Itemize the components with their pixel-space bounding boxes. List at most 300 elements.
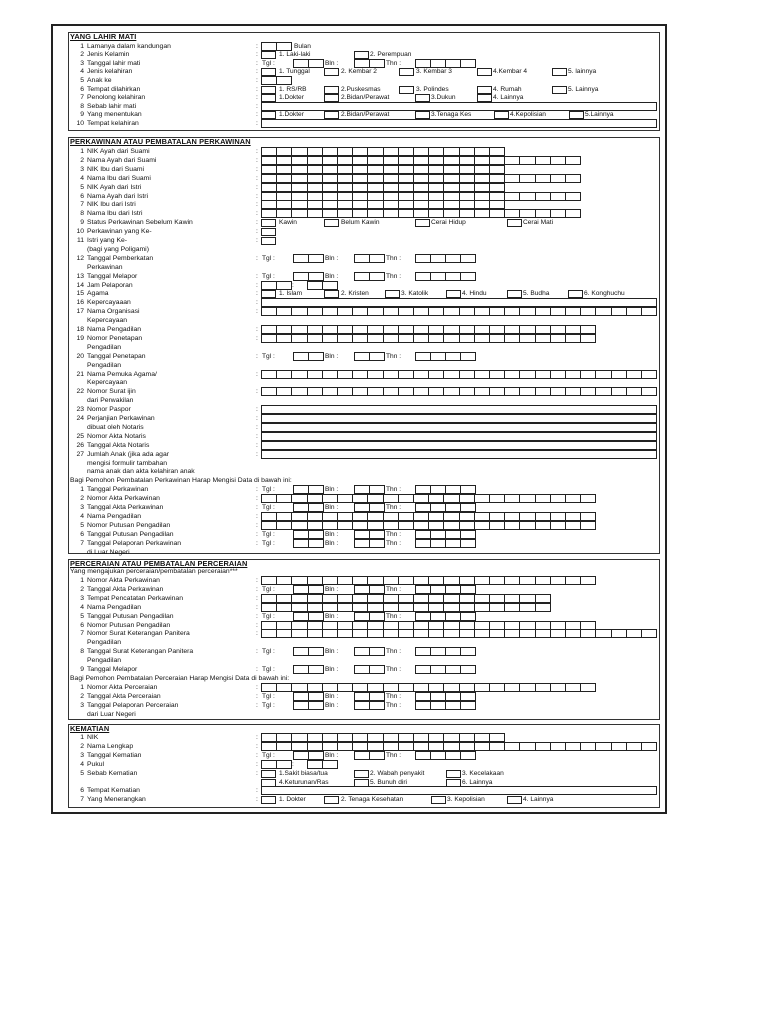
number-cells[interactable] <box>261 576 595 585</box>
char-cell[interactable] <box>398 576 414 585</box>
char-cell[interactable] <box>383 334 399 343</box>
char-cell[interactable] <box>369 692 385 701</box>
char-cell[interactable] <box>261 494 277 503</box>
char-cell[interactable] <box>322 683 338 692</box>
char-cell[interactable] <box>322 147 338 156</box>
char-cell[interactable] <box>428 209 444 218</box>
char-cell[interactable] <box>445 485 461 494</box>
char-cell[interactable] <box>369 352 385 361</box>
char-cell[interactable] <box>261 603 277 612</box>
char-cell[interactable] <box>504 621 520 630</box>
char-cell[interactable] <box>459 576 475 585</box>
checkbox[interactable] <box>507 290 522 298</box>
char-cell[interactable] <box>293 751 309 760</box>
char-cell[interactable] <box>307 281 323 290</box>
char-cell[interactable] <box>474 742 490 751</box>
char-cell[interactable] <box>276 147 292 156</box>
char-cell[interactable] <box>565 387 581 396</box>
char-cell[interactable] <box>308 692 324 701</box>
char-cell[interactable] <box>519 576 535 585</box>
char-cell[interactable] <box>415 272 431 281</box>
char-cell[interactable] <box>367 147 383 156</box>
char-cell[interactable] <box>383 370 399 379</box>
number-cells[interactable] <box>261 334 595 343</box>
char-cell[interactable] <box>369 751 385 760</box>
char-cell[interactable] <box>276 281 292 290</box>
char-cell[interactable] <box>276 156 292 165</box>
char-cell[interactable] <box>430 665 446 674</box>
char-cell[interactable] <box>337 594 353 603</box>
year-cells[interactable] <box>415 272 475 281</box>
char-cell[interactable] <box>337 683 353 692</box>
char-cell[interactable] <box>595 370 611 379</box>
char-cell[interactable] <box>641 387 657 396</box>
char-cell[interactable] <box>308 530 324 539</box>
char-cell[interactable] <box>322 156 338 165</box>
name-cells[interactable] <box>261 174 580 183</box>
char-cell[interactable] <box>354 585 370 594</box>
char-cell[interactable] <box>415 352 431 361</box>
checkbox[interactable] <box>568 290 583 298</box>
char-cell[interactable] <box>459 733 475 742</box>
char-cell[interactable] <box>445 585 461 594</box>
char-cell[interactable] <box>474 200 490 209</box>
char-cell[interactable] <box>354 539 370 548</box>
char-cell[interactable] <box>460 692 476 701</box>
char-cell[interactable] <box>308 585 324 594</box>
char-cell[interactable] <box>460 701 476 710</box>
char-cell[interactable] <box>428 683 444 692</box>
char-cell[interactable] <box>337 334 353 343</box>
char-cell[interactable] <box>550 629 566 638</box>
char-cell[interactable] <box>474 370 490 379</box>
char-cell[interactable] <box>398 742 414 751</box>
char-cell[interactable] <box>474 494 490 503</box>
day-cells[interactable] <box>293 701 323 710</box>
char-cell[interactable] <box>383 156 399 165</box>
char-cell[interactable] <box>413 629 429 638</box>
char-cell[interactable] <box>383 603 399 612</box>
char-cell[interactable] <box>489 494 505 503</box>
char-cell[interactable] <box>459 325 475 334</box>
char-cell[interactable] <box>291 494 307 503</box>
char-cell[interactable] <box>611 370 627 379</box>
char-cell[interactable] <box>398 165 414 174</box>
char-cell[interactable] <box>291 165 307 174</box>
char-cell[interactable] <box>383 307 399 316</box>
long-input[interactable] <box>261 441 657 450</box>
char-cell[interactable] <box>474 334 490 343</box>
char-cell[interactable] <box>459 200 475 209</box>
char-cell[interactable] <box>367 576 383 585</box>
char-cell[interactable] <box>415 647 431 656</box>
char-cell[interactable] <box>367 742 383 751</box>
char-cell[interactable] <box>443 147 459 156</box>
char-cell[interactable] <box>445 751 461 760</box>
char-cell[interactable] <box>459 621 475 630</box>
char-cell[interactable] <box>322 576 338 585</box>
char-cell[interactable] <box>459 334 475 343</box>
char-cell[interactable] <box>413 307 429 316</box>
char-cell[interactable] <box>293 485 309 494</box>
char-cell[interactable] <box>415 665 431 674</box>
char-cell[interactable] <box>367 594 383 603</box>
char-cell[interactable] <box>550 192 566 201</box>
char-cell[interactable] <box>293 692 309 701</box>
minute-cells[interactable] <box>307 281 337 290</box>
char-cell[interactable] <box>489 174 505 183</box>
checkbox[interactable] <box>415 219 430 227</box>
number-cells[interactable] <box>261 494 595 503</box>
char-cell[interactable] <box>352 594 368 603</box>
char-cell[interactable] <box>443 603 459 612</box>
char-cell[interactable] <box>565 576 581 585</box>
char-cell[interactable] <box>354 485 370 494</box>
char-cell[interactable] <box>443 192 459 201</box>
char-cell[interactable] <box>291 594 307 603</box>
char-cell[interactable] <box>626 387 642 396</box>
char-cell[interactable] <box>428 521 444 530</box>
char-cell[interactable] <box>430 530 446 539</box>
char-cell[interactable] <box>337 742 353 751</box>
char-cell[interactable] <box>307 165 323 174</box>
char-cell[interactable] <box>550 307 566 316</box>
char-cell[interactable] <box>415 692 431 701</box>
nik-cells[interactable] <box>261 200 504 209</box>
char-cell[interactable] <box>474 683 490 692</box>
char-cell[interactable] <box>611 629 627 638</box>
char-cell[interactable] <box>337 325 353 334</box>
char-cell[interactable] <box>489 387 505 396</box>
char-cell[interactable] <box>261 183 277 192</box>
char-cell[interactable] <box>261 156 277 165</box>
month-cells[interactable] <box>354 530 384 539</box>
char-cell[interactable] <box>550 742 566 751</box>
char-cell[interactable] <box>519 209 535 218</box>
char-cell[interactable] <box>430 272 446 281</box>
char-cell[interactable] <box>276 165 292 174</box>
char-cell[interactable] <box>489 621 505 630</box>
char-cell[interactable] <box>413 370 429 379</box>
char-cell[interactable] <box>430 485 446 494</box>
char-cell[interactable] <box>413 165 429 174</box>
char-cell[interactable] <box>413 512 429 521</box>
char-cell[interactable] <box>565 621 581 630</box>
char-cell[interactable] <box>519 334 535 343</box>
char-cell[interactable] <box>535 603 551 612</box>
char-cell[interactable] <box>535 325 551 334</box>
year-cells[interactable] <box>415 539 475 548</box>
char-cell[interactable] <box>354 352 370 361</box>
char-cell[interactable] <box>565 156 581 165</box>
char-cell[interactable] <box>276 683 292 692</box>
month-cells[interactable] <box>354 254 384 263</box>
char-cell[interactable] <box>413 521 429 530</box>
char-cell[interactable] <box>535 307 551 316</box>
char-cell[interactable] <box>291 370 307 379</box>
char-cell[interactable] <box>445 692 461 701</box>
char-cell[interactable] <box>443 209 459 218</box>
char-cell[interactable] <box>398 370 414 379</box>
char-cell[interactable] <box>413 603 429 612</box>
char-cell[interactable] <box>580 494 596 503</box>
char-cell[interactable] <box>383 512 399 521</box>
char-cell[interactable] <box>354 751 370 760</box>
char-cell[interactable] <box>383 576 399 585</box>
char-cell[interactable] <box>413 742 429 751</box>
char-cell[interactable] <box>276 370 292 379</box>
char-cell[interactable] <box>428 494 444 503</box>
char-cell[interactable] <box>489 192 505 201</box>
char-cell[interactable] <box>489 183 505 192</box>
char-cell[interactable] <box>489 576 505 585</box>
char-cell[interactable] <box>369 254 385 263</box>
char-cell[interactable] <box>354 612 370 621</box>
char-cell[interactable] <box>413 387 429 396</box>
char-cell[interactable] <box>413 200 429 209</box>
char-cell[interactable] <box>595 387 611 396</box>
char-cell[interactable] <box>398 174 414 183</box>
checkbox[interactable] <box>446 779 461 787</box>
char-cell[interactable] <box>383 192 399 201</box>
char-cell[interactable] <box>383 742 399 751</box>
char-cell[interactable] <box>337 494 353 503</box>
char-cell[interactable] <box>580 307 596 316</box>
char-cell[interactable] <box>413 156 429 165</box>
char-cell[interactable] <box>276 603 292 612</box>
checkbox[interactable] <box>261 779 276 787</box>
char-cell[interactable] <box>443 683 459 692</box>
char-cell[interactable] <box>352 512 368 521</box>
char-cell[interactable] <box>443 174 459 183</box>
char-cell[interactable] <box>352 621 368 630</box>
char-cell[interactable] <box>519 594 535 603</box>
char-cell[interactable] <box>550 621 566 630</box>
char-cell[interactable] <box>369 530 385 539</box>
char-cell[interactable] <box>430 352 446 361</box>
char-cell[interactable] <box>459 742 475 751</box>
char-cell[interactable] <box>474 192 490 201</box>
char-cell[interactable] <box>261 521 277 530</box>
char-cell[interactable] <box>460 485 476 494</box>
char-cell[interactable] <box>276 494 292 503</box>
char-cell[interactable] <box>459 387 475 396</box>
checkbox[interactable] <box>446 770 461 778</box>
char-cell[interactable] <box>398 387 414 396</box>
year-cells[interactable] <box>415 352 475 361</box>
char-cell[interactable] <box>519 683 535 692</box>
char-cell[interactable] <box>352 370 368 379</box>
char-cell[interactable] <box>565 334 581 343</box>
char-cell[interactable] <box>580 521 596 530</box>
char-cell[interactable] <box>369 701 385 710</box>
char-cell[interactable] <box>291 183 307 192</box>
char-cell[interactable] <box>460 647 476 656</box>
char-cell[interactable] <box>261 307 277 316</box>
char-cell[interactable] <box>445 530 461 539</box>
char-cell[interactable] <box>322 325 338 334</box>
char-cell[interactable] <box>413 683 429 692</box>
char-cell[interactable] <box>398 307 414 316</box>
char-cell[interactable] <box>519 512 535 521</box>
char-cell[interactable] <box>367 733 383 742</box>
char-cell[interactable] <box>398 603 414 612</box>
day-cells[interactable] <box>293 692 323 701</box>
char-cell[interactable] <box>307 576 323 585</box>
char-cell[interactable] <box>261 742 277 751</box>
char-cell[interactable] <box>565 683 581 692</box>
char-cell[interactable] <box>474 156 490 165</box>
char-cell[interactable] <box>307 174 323 183</box>
char-cell[interactable] <box>459 307 475 316</box>
char-cell[interactable] <box>307 147 323 156</box>
char-cell[interactable] <box>291 200 307 209</box>
char-cell[interactable] <box>352 156 368 165</box>
char-cell[interactable] <box>337 307 353 316</box>
char-cell[interactable] <box>519 603 535 612</box>
char-cell[interactable] <box>430 692 446 701</box>
char-cell[interactable] <box>413 147 429 156</box>
char-cell[interactable] <box>352 147 368 156</box>
char-cell[interactable] <box>580 387 596 396</box>
char-cell[interactable] <box>352 307 368 316</box>
char-cell[interactable] <box>580 370 596 379</box>
char-cell[interactable] <box>504 209 520 218</box>
char-cell[interactable] <box>474 209 490 218</box>
name-cells[interactable] <box>261 209 580 218</box>
char-cell[interactable] <box>276 174 292 183</box>
char-cell[interactable] <box>535 494 551 503</box>
char-cell[interactable] <box>307 683 323 692</box>
char-cell[interactable] <box>611 742 627 751</box>
char-cell[interactable] <box>337 521 353 530</box>
char-cell[interactable] <box>428 621 444 630</box>
char-cell[interactable] <box>474 594 490 603</box>
char-cell[interactable] <box>428 156 444 165</box>
char-cell[interactable] <box>460 539 476 548</box>
char-cell[interactable] <box>337 147 353 156</box>
day-cells[interactable] <box>293 485 323 494</box>
char-cell[interactable] <box>352 183 368 192</box>
name-cells[interactable] <box>261 307 656 316</box>
char-cell[interactable] <box>307 200 323 209</box>
char-cell[interactable] <box>367 183 383 192</box>
char-cell[interactable] <box>398 156 414 165</box>
char-cell[interactable] <box>489 742 505 751</box>
char-cell[interactable] <box>519 156 535 165</box>
char-cell[interactable] <box>322 621 338 630</box>
char-cell[interactable] <box>565 209 581 218</box>
char-cell[interactable] <box>504 494 520 503</box>
char-cell[interactable] <box>367 200 383 209</box>
char-cell[interactable] <box>322 512 338 521</box>
char-cell[interactable] <box>474 183 490 192</box>
char-cell[interactable] <box>291 147 307 156</box>
char-cell[interactable] <box>291 733 307 742</box>
char-cell[interactable] <box>580 334 596 343</box>
long-input[interactable] <box>261 298 657 307</box>
char-cell[interactable] <box>369 503 385 512</box>
char-cell[interactable] <box>550 521 566 530</box>
char-cell[interactable] <box>611 387 627 396</box>
char-cell[interactable] <box>489 370 505 379</box>
char-cell[interactable] <box>565 325 581 334</box>
char-cell[interactable] <box>383 174 399 183</box>
char-cell[interactable] <box>337 183 353 192</box>
char-cell[interactable] <box>322 494 338 503</box>
char-cell[interactable] <box>443 512 459 521</box>
char-cell[interactable] <box>489 521 505 530</box>
char-cell[interactable] <box>337 512 353 521</box>
char-cell[interactable] <box>489 683 505 692</box>
char-cell[interactable] <box>489 325 505 334</box>
char-cell[interactable] <box>459 183 475 192</box>
year-cells[interactable] <box>415 503 475 512</box>
char-cell[interactable] <box>550 209 566 218</box>
char-cell[interactable] <box>474 576 490 585</box>
char-cell[interactable] <box>276 629 292 638</box>
char-cell[interactable] <box>276 576 292 585</box>
char-cell[interactable] <box>611 307 627 316</box>
char-cell[interactable] <box>291 603 307 612</box>
char-cell[interactable] <box>443 576 459 585</box>
day-cells[interactable] <box>293 254 323 263</box>
char-cell[interactable] <box>354 272 370 281</box>
char-cell[interactable] <box>428 174 444 183</box>
char-cell[interactable] <box>261 387 277 396</box>
char-cell[interactable] <box>276 192 292 201</box>
char-cell[interactable] <box>367 165 383 174</box>
char-cell[interactable] <box>367 387 383 396</box>
checkbox[interactable] <box>261 219 276 227</box>
char-cell[interactable] <box>474 387 490 396</box>
char-cell[interactable] <box>550 494 566 503</box>
nik-cells[interactable] <box>261 147 504 156</box>
char-cell[interactable] <box>443 387 459 396</box>
char-cell[interactable] <box>352 209 368 218</box>
char-cell[interactable] <box>443 742 459 751</box>
char-cell[interactable] <box>276 733 292 742</box>
char-cell[interactable] <box>383 629 399 638</box>
month-cells[interactable] <box>354 272 384 281</box>
char-cell[interactable] <box>293 272 309 281</box>
char-cell[interactable] <box>565 629 581 638</box>
char-cell[interactable] <box>428 594 444 603</box>
char-cell[interactable] <box>474 603 490 612</box>
char-cell[interactable] <box>398 200 414 209</box>
char-cell[interactable] <box>535 576 551 585</box>
char-cell[interactable] <box>307 325 323 334</box>
char-cell[interactable] <box>428 200 444 209</box>
char-cell[interactable] <box>337 621 353 630</box>
minute-cells[interactable] <box>307 760 337 769</box>
char-cell[interactable] <box>337 733 353 742</box>
checkbox[interactable] <box>354 779 369 787</box>
nik-cells[interactable] <box>261 733 504 742</box>
char-cell[interactable] <box>413 733 429 742</box>
char-cell[interactable] <box>383 183 399 192</box>
char-cell[interactable] <box>308 701 324 710</box>
char-cell[interactable] <box>307 733 323 742</box>
char-cell[interactable] <box>276 200 292 209</box>
char-cell[interactable] <box>489 594 505 603</box>
char-cell[interactable] <box>413 183 429 192</box>
char-cell[interactable] <box>398 683 414 692</box>
char-cell[interactable] <box>460 254 476 263</box>
char-cell[interactable] <box>369 539 385 548</box>
char-cell[interactable] <box>322 183 338 192</box>
char-cell[interactable] <box>459 494 475 503</box>
